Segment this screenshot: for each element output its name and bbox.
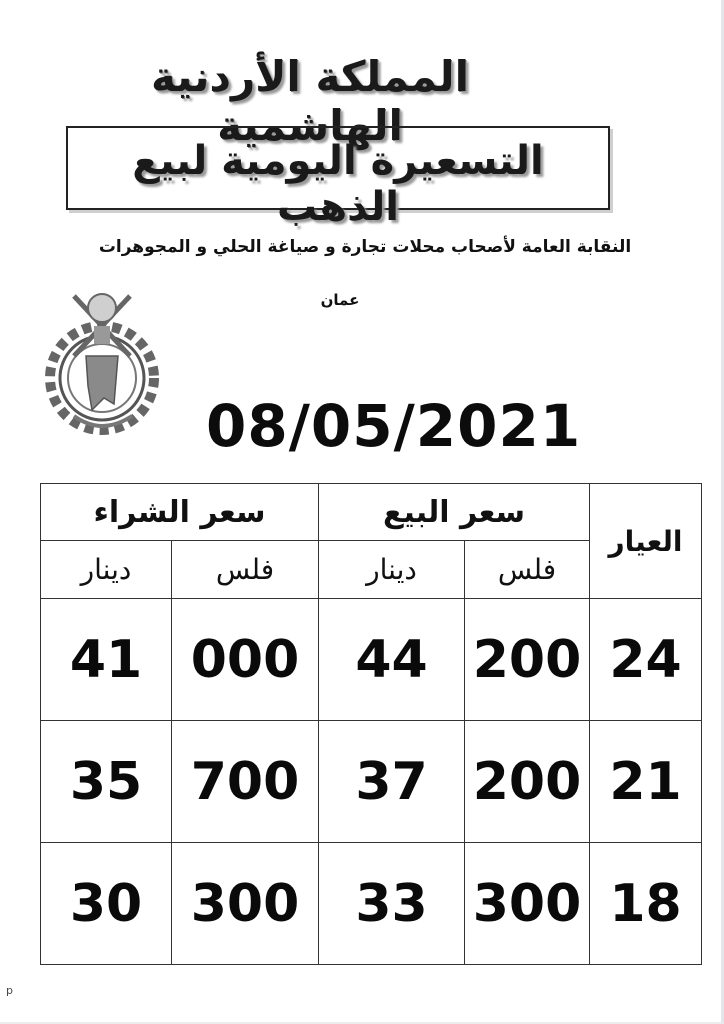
buy-fils-cell: 300 bbox=[172, 843, 319, 965]
union-name: النقابة العامة لأصحاب محلات تجارة و صياغة الحلي و المجوهرات bbox=[98, 237, 632, 257]
sell-fils-header: فلس bbox=[465, 541, 590, 599]
table-row bbox=[41, 721, 702, 843]
buy-dinar-header: دينار bbox=[41, 541, 172, 599]
union-emblem-icon bbox=[34, 286, 174, 446]
buy-fils-header: فلس bbox=[172, 541, 319, 599]
buying-price-header: سعر الشراء bbox=[41, 484, 319, 541]
buy-dinar-cell: 30 bbox=[41, 843, 172, 965]
buy-fils-cell: 700 bbox=[172, 721, 319, 843]
city-name: عمان bbox=[320, 291, 360, 309]
sell-dinar-cell: 37 bbox=[319, 721, 465, 843]
sell-dinar-header: دينار bbox=[319, 541, 465, 599]
page-title: التسعيرة اليومية لبيع الذهب bbox=[132, 138, 544, 230]
sell-fils-cell: 200 bbox=[465, 721, 590, 843]
karat-header: العيار bbox=[590, 484, 702, 599]
buy-dinar-cell: 35 bbox=[41, 721, 172, 843]
sell-fils-cell: 300 bbox=[465, 843, 590, 965]
karat-cell: 18 bbox=[590, 843, 702, 965]
selling-price-header: سعر البيع bbox=[319, 484, 590, 541]
table-row bbox=[41, 599, 702, 721]
corner-mark: p bbox=[6, 984, 13, 997]
buy-fils-cell: 000 bbox=[172, 599, 319, 721]
sell-dinar-cell: 33 bbox=[319, 843, 465, 965]
karat-cell: 21 bbox=[590, 721, 702, 843]
kingdom-heading: المملكة الأردنية الهاشمية bbox=[151, 52, 469, 150]
gold-price-table bbox=[40, 483, 702, 965]
sell-dinar-cell: 44 bbox=[319, 599, 465, 721]
karat-cell: 24 bbox=[590, 599, 702, 721]
buy-dinar-cell: 41 bbox=[41, 599, 172, 721]
sell-fils-cell: 200 bbox=[465, 599, 590, 721]
title-box bbox=[66, 126, 610, 230]
price-date: 08/05/2021 bbox=[206, 392, 582, 460]
table-row bbox=[41, 843, 702, 965]
